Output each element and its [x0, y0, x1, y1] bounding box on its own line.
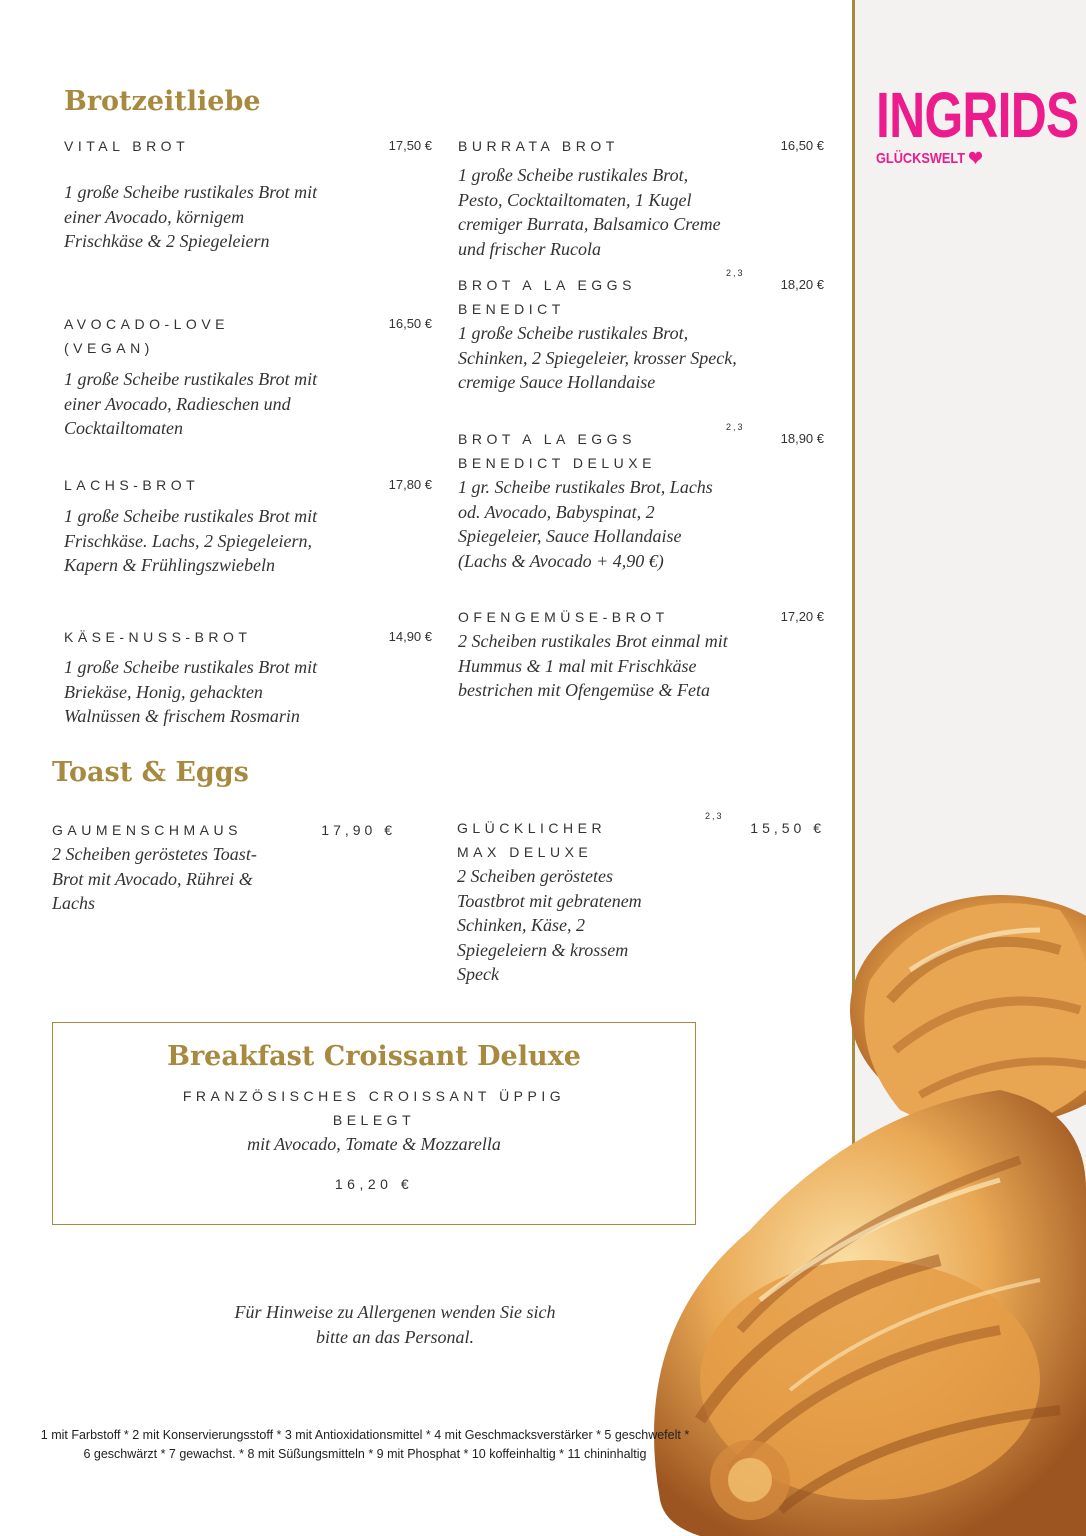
menu-item — [52, 818, 396, 916]
item-price: 17,20 € — [780, 609, 824, 624]
item-price: 18,90 € — [780, 431, 824, 446]
item-price: 15,50 € — [750, 820, 825, 836]
item-description: 1 große Scheibe rustikales Brot, Schinken, 2 Spiegeleier, krosser Speck, cremige Sauce Hollandaise — [458, 323, 737, 392]
item-name: LACHS-BROT — [64, 477, 200, 493]
item-name: KÄSE-NUSS-BROT — [64, 629, 252, 645]
allergen-marker: 2,3 — [726, 268, 745, 278]
menu-item — [458, 268, 824, 395]
menu-item — [64, 625, 432, 729]
item-name: GLÜCKLICHER MAX DELUXE — [457, 820, 607, 860]
item-price: 16,50 € — [388, 316, 432, 331]
box-title: Breakfast Croissant Deluxe — [167, 1041, 581, 1072]
allergy-note: Für Hinweise zu Allergenen wenden Sie sich bitte an das Personal. — [234, 1302, 556, 1347]
item-name: BROT A LA EGGS BENEDICT DELUXE — [458, 431, 656, 471]
section-title-toast-eggs: Toast & Eggs — [52, 757, 249, 788]
section-title-brotzeitliebe: Brotzeitliebe — [64, 86, 261, 117]
croissant-front — [654, 1090, 1086, 1536]
heart-icon: ❤ — [968, 147, 983, 170]
menu-item — [64, 312, 432, 441]
croissant-back — [850, 895, 1086, 1131]
menu-item — [457, 811, 825, 987]
item-name: VITAL BROT — [64, 138, 190, 154]
item-description: 1 große Scheibe rustikales Brot mit Frischkäse. Lachs, 2 Spiegeleiern, Kapern & Frühlingszwiebeln — [64, 506, 318, 575]
brand-logo: INGRIDS — [876, 79, 1079, 151]
item-description: 1 große Scheibe rustikales Brot mit einer Avocado, Radieschen und Cocktailtomaten — [64, 369, 318, 438]
additives-legend: 1 mit Farbstoff * 2 mit Konservierungsstoff * 3 mit Antioxidationsmittel * 4 mit Geschmacksverstärker * 5 geschwefelt * 6 geschwärzt * 7 gewachst. * 8 mit Süßungsmitteln * 9 mit Phosphat * 10 koffeinhaltig * 11 chininhaltig — [40, 1428, 690, 1461]
menu-item — [64, 473, 432, 578]
item-description: 1 große Scheibe rustikales Brot, Pesto, Cocktailtomaten, 1 Kugel cremiger Burrata, Balsamico Creme und frischer Rucola — [458, 165, 721, 259]
menu-item — [458, 134, 824, 261]
item-price: 16,50 € — [780, 138, 824, 153]
item-price: 14,90 € — [388, 629, 432, 644]
item-description: 2 Scheiben geröstetes Toastbrot mit gebratenem Schinken, Käse, 2 Spiegeleiern & krossem Speck — [457, 866, 642, 984]
allergen-marker: 2,3 — [726, 422, 745, 432]
item-price: 17,80 € — [388, 477, 432, 492]
item-name: AVOCADO-LOVE (VEGAN) — [64, 316, 229, 356]
box-subtitle: FRANZÖSISCHES CROISSANT ÜPPIG BELEGT — [182, 1088, 566, 1128]
item-price: 18,20 € — [780, 277, 824, 292]
item-price: 17,50 € — [388, 138, 432, 153]
item-description: 2 Scheiben rustikales Brot einmal mit Hummus & 1 mal mit Frischkäse bestrichen mit Ofengemüse & Feta — [458, 631, 728, 700]
item-description: 2 Scheiben geröstetes Toast-Brot mit Avocado, Rührei & Lachs — [52, 844, 257, 913]
item-description: 1 große Scheibe rustikales Brot mit einer Avocado, körnigem Frischkäse & 2 Spiegeleiern — [64, 182, 318, 251]
menu-item — [458, 605, 824, 703]
item-name: BURRATA BROT — [458, 138, 619, 154]
item-name: BROT A LA EGGS BENEDICT — [458, 277, 636, 317]
item-name: OFENGEMÜSE-BROT — [458, 609, 669, 625]
item-price: 17,90 € — [321, 822, 396, 838]
allergen-marker: 2,3 — [705, 811, 724, 821]
menu-item — [458, 422, 824, 573]
croissant-feature-box — [52, 1022, 696, 1225]
box-description: mit Avocado, Tomate & Mozzarella — [247, 1134, 501, 1154]
menu-item — [64, 134, 432, 254]
item-description: 1 große Scheibe rustikales Brot mit Briekäse, Honig, gehackten Walnüssen & frischem Rosmarin — [64, 657, 318, 726]
brand-tagline: GLÜCKSWELT — [876, 150, 966, 167]
brand-tagline-row — [876, 147, 983, 170]
box-price: 16,20 € — [334, 1176, 414, 1192]
item-description: 1 gr. Scheibe rustikales Brot, Lachs od. Avocado, Babyspinat, 2 Spiegeleier, Sauce Hollandaise (Lachs & Avocado + 4,90 €) — [458, 477, 713, 571]
item-name: GAUMENSCHMAUS — [52, 822, 242, 838]
